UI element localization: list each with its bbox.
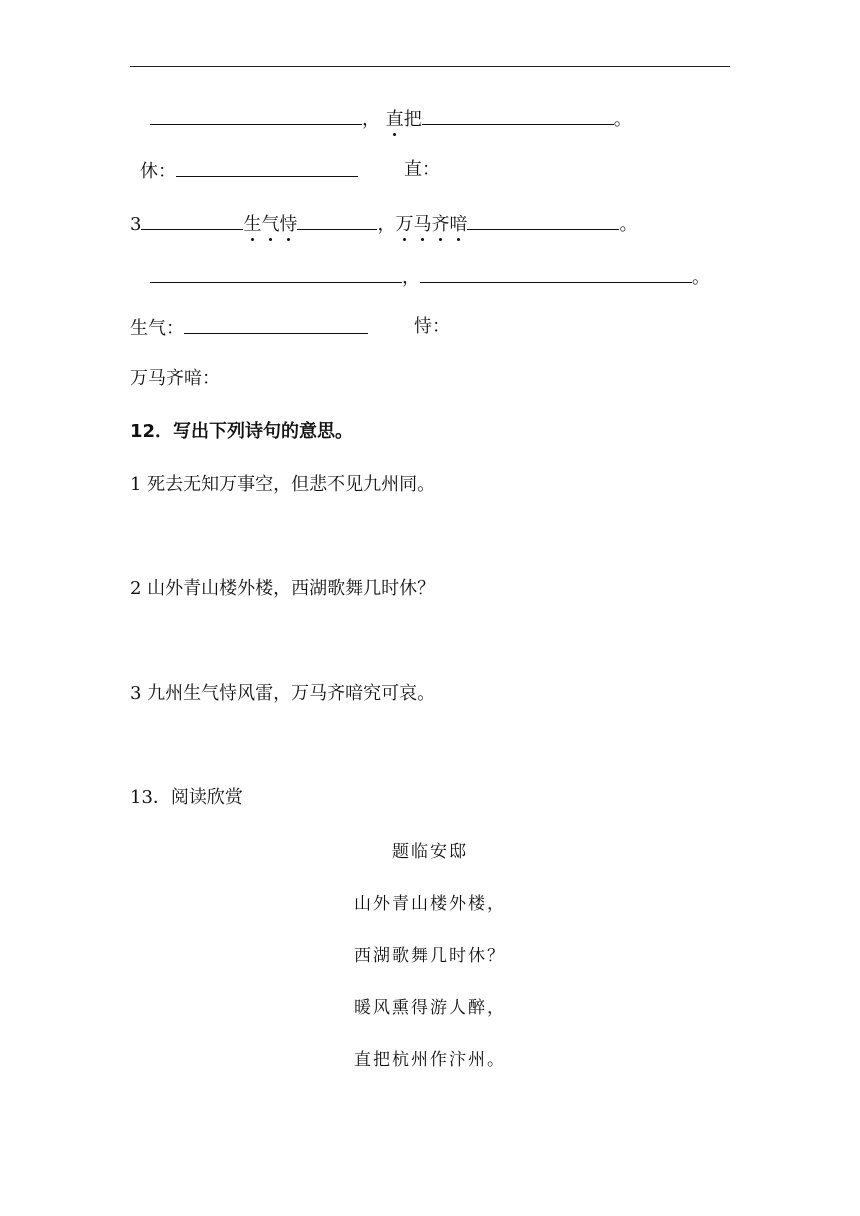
poem-title: 题临安邸 [392,842,468,862]
answer-blank[interactable] [150,264,402,283]
answer-blank[interactable] [467,211,619,230]
answer-blank[interactable] [184,315,368,334]
dotted-char: 气 [261,214,280,235]
label-shengqi: 生气： [130,318,184,339]
q12-item-3: 3 九州生气恃风雷，万马齐喑究可哀。 [130,683,436,704]
answer-blank[interactable] [150,106,362,125]
dotted-char: 万 [395,214,414,235]
poem-line-4: 直把杭州作汴州。 [354,1050,506,1070]
poem-line-2: 西湖歌舞几时休？ [354,946,506,966]
answer-blank[interactable] [176,158,358,177]
explain-line-1 [140,158,358,184]
dotted-char: 喑 [449,214,468,235]
fill-line-2: 3 生气恃 ，万马齐喑 。 [130,211,637,237]
dotted-char: 马 [413,214,432,235]
answer-blank[interactable] [420,264,692,283]
dotted-char: 直 [385,109,404,130]
label-wanma: 万马齐喑： [130,368,220,389]
poem-line-3: 暖风熏得游人醉， [354,998,506,1018]
label-zhi: 直： [404,159,440,180]
label-shi: 恃： [414,316,450,337]
label-xiu: 休： [140,161,176,182]
dotted-char: 生 [243,214,262,235]
question-12-title: 12．写出下列诗句的意思。 [130,421,354,442]
fill-line-1: ， 直把 。 [150,106,632,132]
answer-blank[interactable] [422,106,614,125]
explain-line-2 [130,315,368,341]
poem-line-1: 山外青山楼外楼， [354,894,506,914]
dotted-char: 恃 [279,214,298,235]
question-13-title: 13．阅读欣赏 [130,787,243,808]
answer-blank[interactable] [141,211,243,230]
q12-item-1: 1 死去无知万事空，但悲不见九州同。 [130,474,436,495]
q12-item-2: 2 山外青山楼外楼，西湖歌舞几时休？ [130,578,436,599]
header-rule [130,66,730,67]
fill-line-3: ， 。 [150,264,710,290]
answer-blank[interactable] [297,211,377,230]
dotted-char: 齐 [431,214,450,235]
